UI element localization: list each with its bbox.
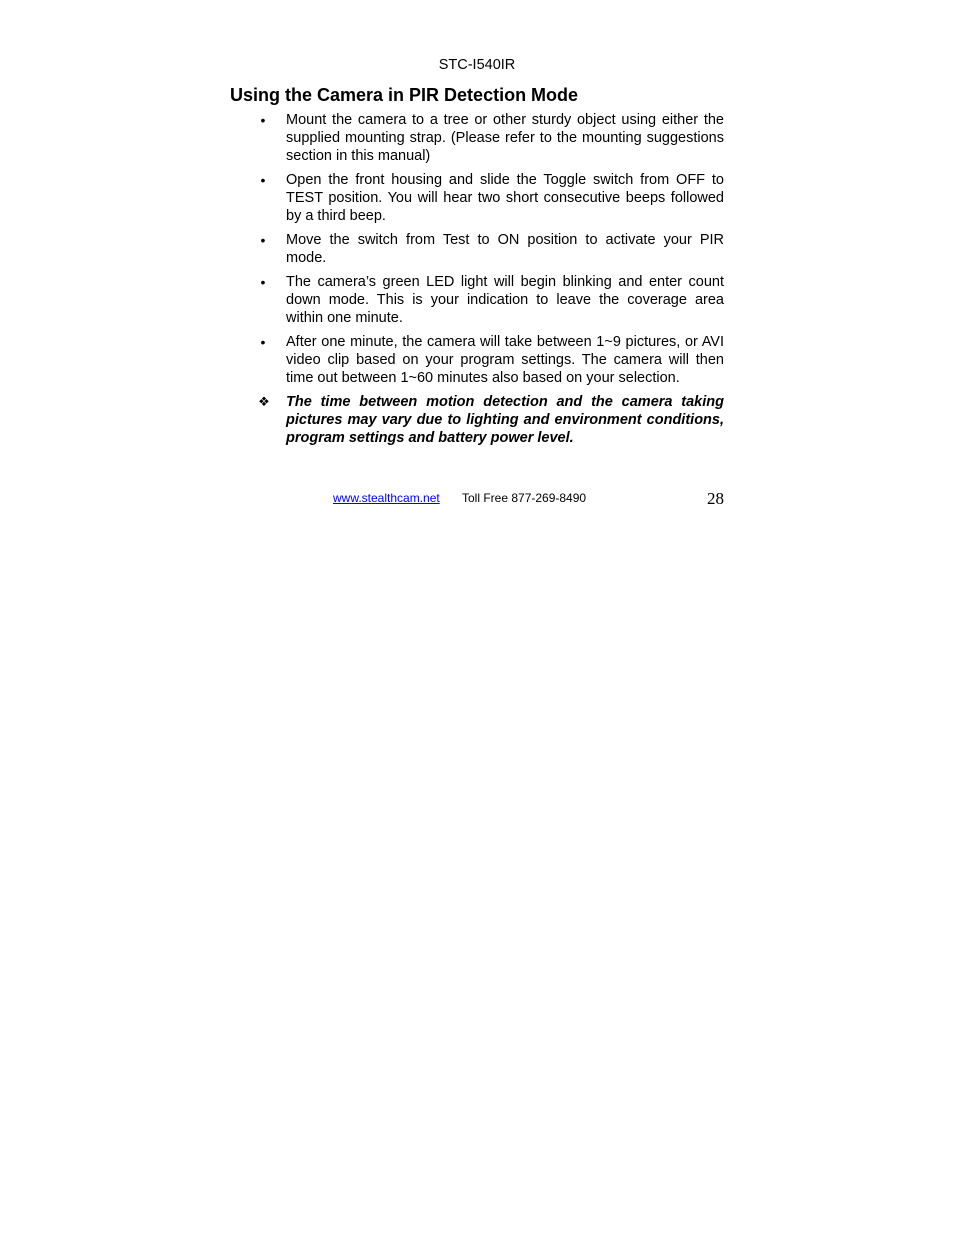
instruction-list: [256, 111, 724, 447]
list-item-text: Mount the camera to a tree or other sturdy object using either the supplied mounting strap. (Please refer to the mounting suggestions section in this manual): [286, 112, 724, 164]
page-number: 28: [707, 489, 724, 508]
diamond-bullet-icon: ❖: [258, 394, 270, 409]
list-item: [256, 171, 724, 225]
toll-free-phone: Toll Free 877-269-8490: [462, 491, 587, 505]
bullet-icon: •: [260, 334, 266, 350]
list-item-text: Move the switch from Test to ON position to activate your PIR mode.: [286, 232, 724, 266]
bullet-icon: •: [260, 274, 266, 290]
section-title: Using the Camera in PIR Detection Mode: [230, 85, 579, 105]
list-item-text: The camera’s green LED light will begin blinking and enter count down mode. This is your indication to leave the coverage area within one minute.: [286, 274, 724, 326]
note-item: [256, 393, 724, 447]
website-link[interactable]: www.stealthcam.net: [333, 491, 440, 505]
list-item: [256, 111, 724, 165]
list-item: [256, 273, 724, 327]
bullet-icon: •: [260, 232, 266, 248]
bullet-icon: •: [260, 112, 266, 128]
list-item-text: Open the front housing and slide the Toggle switch from OFF to TEST position. You will hear two short consecutive beeps followed by a third beep.: [286, 172, 724, 224]
note-text: The time between motion detection and the camera taking pictures may vary due to lighting and environment conditions, program settings and battery power level.: [286, 394, 724, 446]
list-item: [256, 333, 724, 387]
list-item-text: After one minute, the camera will take between 1~9 pictures, or AVI video clip based on your program settings. The camera will then time out between 1~60 minutes also based on your selection.: [286, 334, 724, 386]
list-item: [256, 231, 724, 267]
bullet-icon: •: [260, 172, 266, 188]
page-footer: [333, 489, 724, 511]
document-header-model: STC-I540IR: [438, 57, 516, 73]
